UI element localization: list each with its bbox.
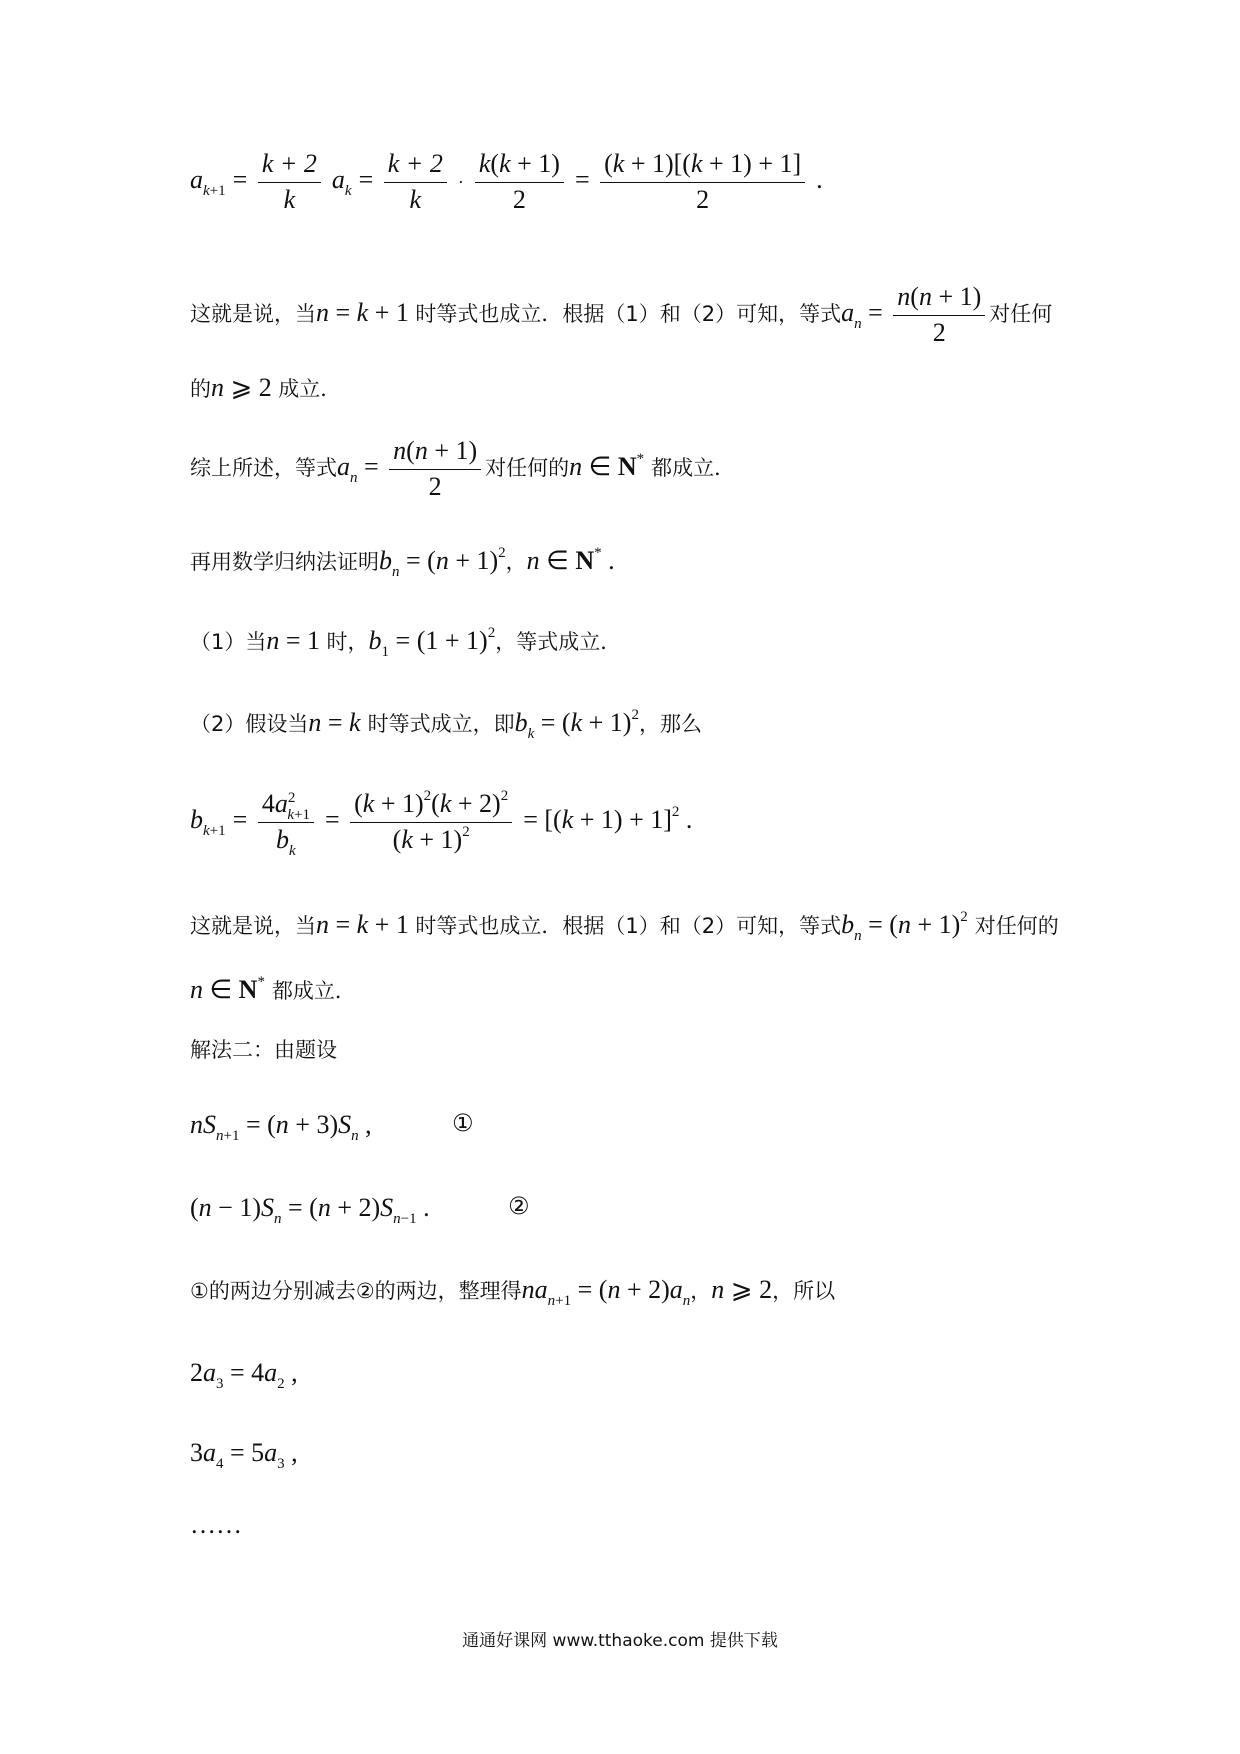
text-then: ，那么 [638, 712, 702, 736]
equation-one: $nS_{n+1} = (n + 3)S_n$ , ① [190, 1109, 474, 1144]
method-two-heading [190, 1040, 337, 1062]
text-summary: 综上所述，等式 [190, 456, 337, 481]
equation-b-k-plus-1: $b_{k+1}$ = $\frac{4a^2_{k+1}}{b_k}$ = $\frac{(k + 1)^2(k + 2)^2}{(k + 1)^2}$ = $[(k + 1) + 1]^2$ . [190, 788, 693, 859]
text-dots: …… [190, 1510, 242, 1539]
text-of: 的 [190, 377, 211, 401]
text-when-also-true: 时等式也成立．根据（1）和（2）可知，等式 [415, 302, 842, 327]
text-this-is-to-say-2: 这就是说，当 [190, 914, 316, 938]
induction-base-case: （1）当n = 1 时，$b_1 = (1 + 1)^2$，等式成立． [190, 625, 622, 660]
subtract-line: ①的两边分别减去②的两边，整理得$na_{n+1} = (n + 2)a_n$，n ⩾ 2，所以 [190, 1275, 836, 1309]
text-case1: （1）当 [190, 630, 267, 654]
equation-a-k-plus-1: $a_{k+1}$ = $\frac{k + 2}{k}$ $a_k$ = $\frac{k + 2}{k}$ · $\frac{k(k + 1)}{2}$ = $\frac{(k + 1)[(k + 1) + 1]}{2}$ . [190, 149, 823, 214]
text-all-hold-2: 都成立． [271, 979, 356, 1003]
marker-one: ① [452, 1109, 474, 1137]
induction-hypothesis: （2）假设当n = k 时等式成立，即$b_k = (k + 1)^2$，那么 [190, 707, 702, 742]
footer: 通通好课网 www.tthaoke.com 提供下载 [462, 1631, 778, 1651]
text-when-holds-ie: 时等式成立，即 [367, 712, 515, 736]
text-case2: （2）假设当 [190, 712, 309, 736]
text-this-is-to-say: 这就是说，当 [190, 302, 316, 327]
equation-3a4: $3a_4 = 5a_3$ , [190, 1438, 298, 1472]
text-when: 时， [326, 630, 369, 654]
marker-two: ② [508, 1192, 530, 1220]
induction-b-statement: 再用数学归纳法证明$b_n = (n + 1)^2$，n ∈ N* . [190, 545, 615, 580]
text-induction: 再用数学归纳法证明 [190, 550, 379, 574]
conclusion-line-b-cont: n ∈ N* 都成立． [190, 974, 356, 1004]
summary-line: 综上所述，等式$a_n$ = $\frac{n(n + 1)}{2}$ 对任何的n ∈ N* 都成立． [190, 436, 736, 501]
ellipsis [190, 1512, 242, 1538]
conclusion-line-a: 这就是说，当n = k + 1 时等式也成立．根据（1）和（2）可知，等式$a_n$ = $\frac{n(n + 1)}{2}$ 对任何 [190, 282, 1053, 347]
text-eq-holds: ，等式成立． [495, 630, 622, 654]
text-method2: 解法二：由题设 [190, 1038, 337, 1062]
conclusion-line-a-cont: 的n ⩾ 2 成立． [190, 373, 342, 402]
text-for-any: 对任何 [989, 302, 1053, 327]
text-holds: 成立． [278, 377, 342, 401]
text-for-any-of: 对任何的 [485, 456, 570, 481]
equation-2a3: $2a_3 = 4a_2$ , [190, 1358, 298, 1392]
conclusion-line-b: 这就是说，当n = k + 1 时等式也成立．根据（1）和（2）可知，等式$b_n = (n + 1)^2$ 对任何的 [190, 909, 1059, 944]
text-so: ，所以 [772, 1279, 836, 1303]
text-subtract: ①的两边分别减去②的两边，整理得 [190, 1279, 522, 1303]
equation-two: $(n - 1)S_n = (n + 2)S_{n-1}$ . ② [190, 1192, 530, 1227]
text-when-also-true-2: 时等式也成立．根据（1）和（2）可知，等式 [415, 914, 842, 938]
text-all-hold: 都成立． [651, 456, 736, 481]
text-for-any-of-2: 对任何的 [974, 914, 1059, 938]
